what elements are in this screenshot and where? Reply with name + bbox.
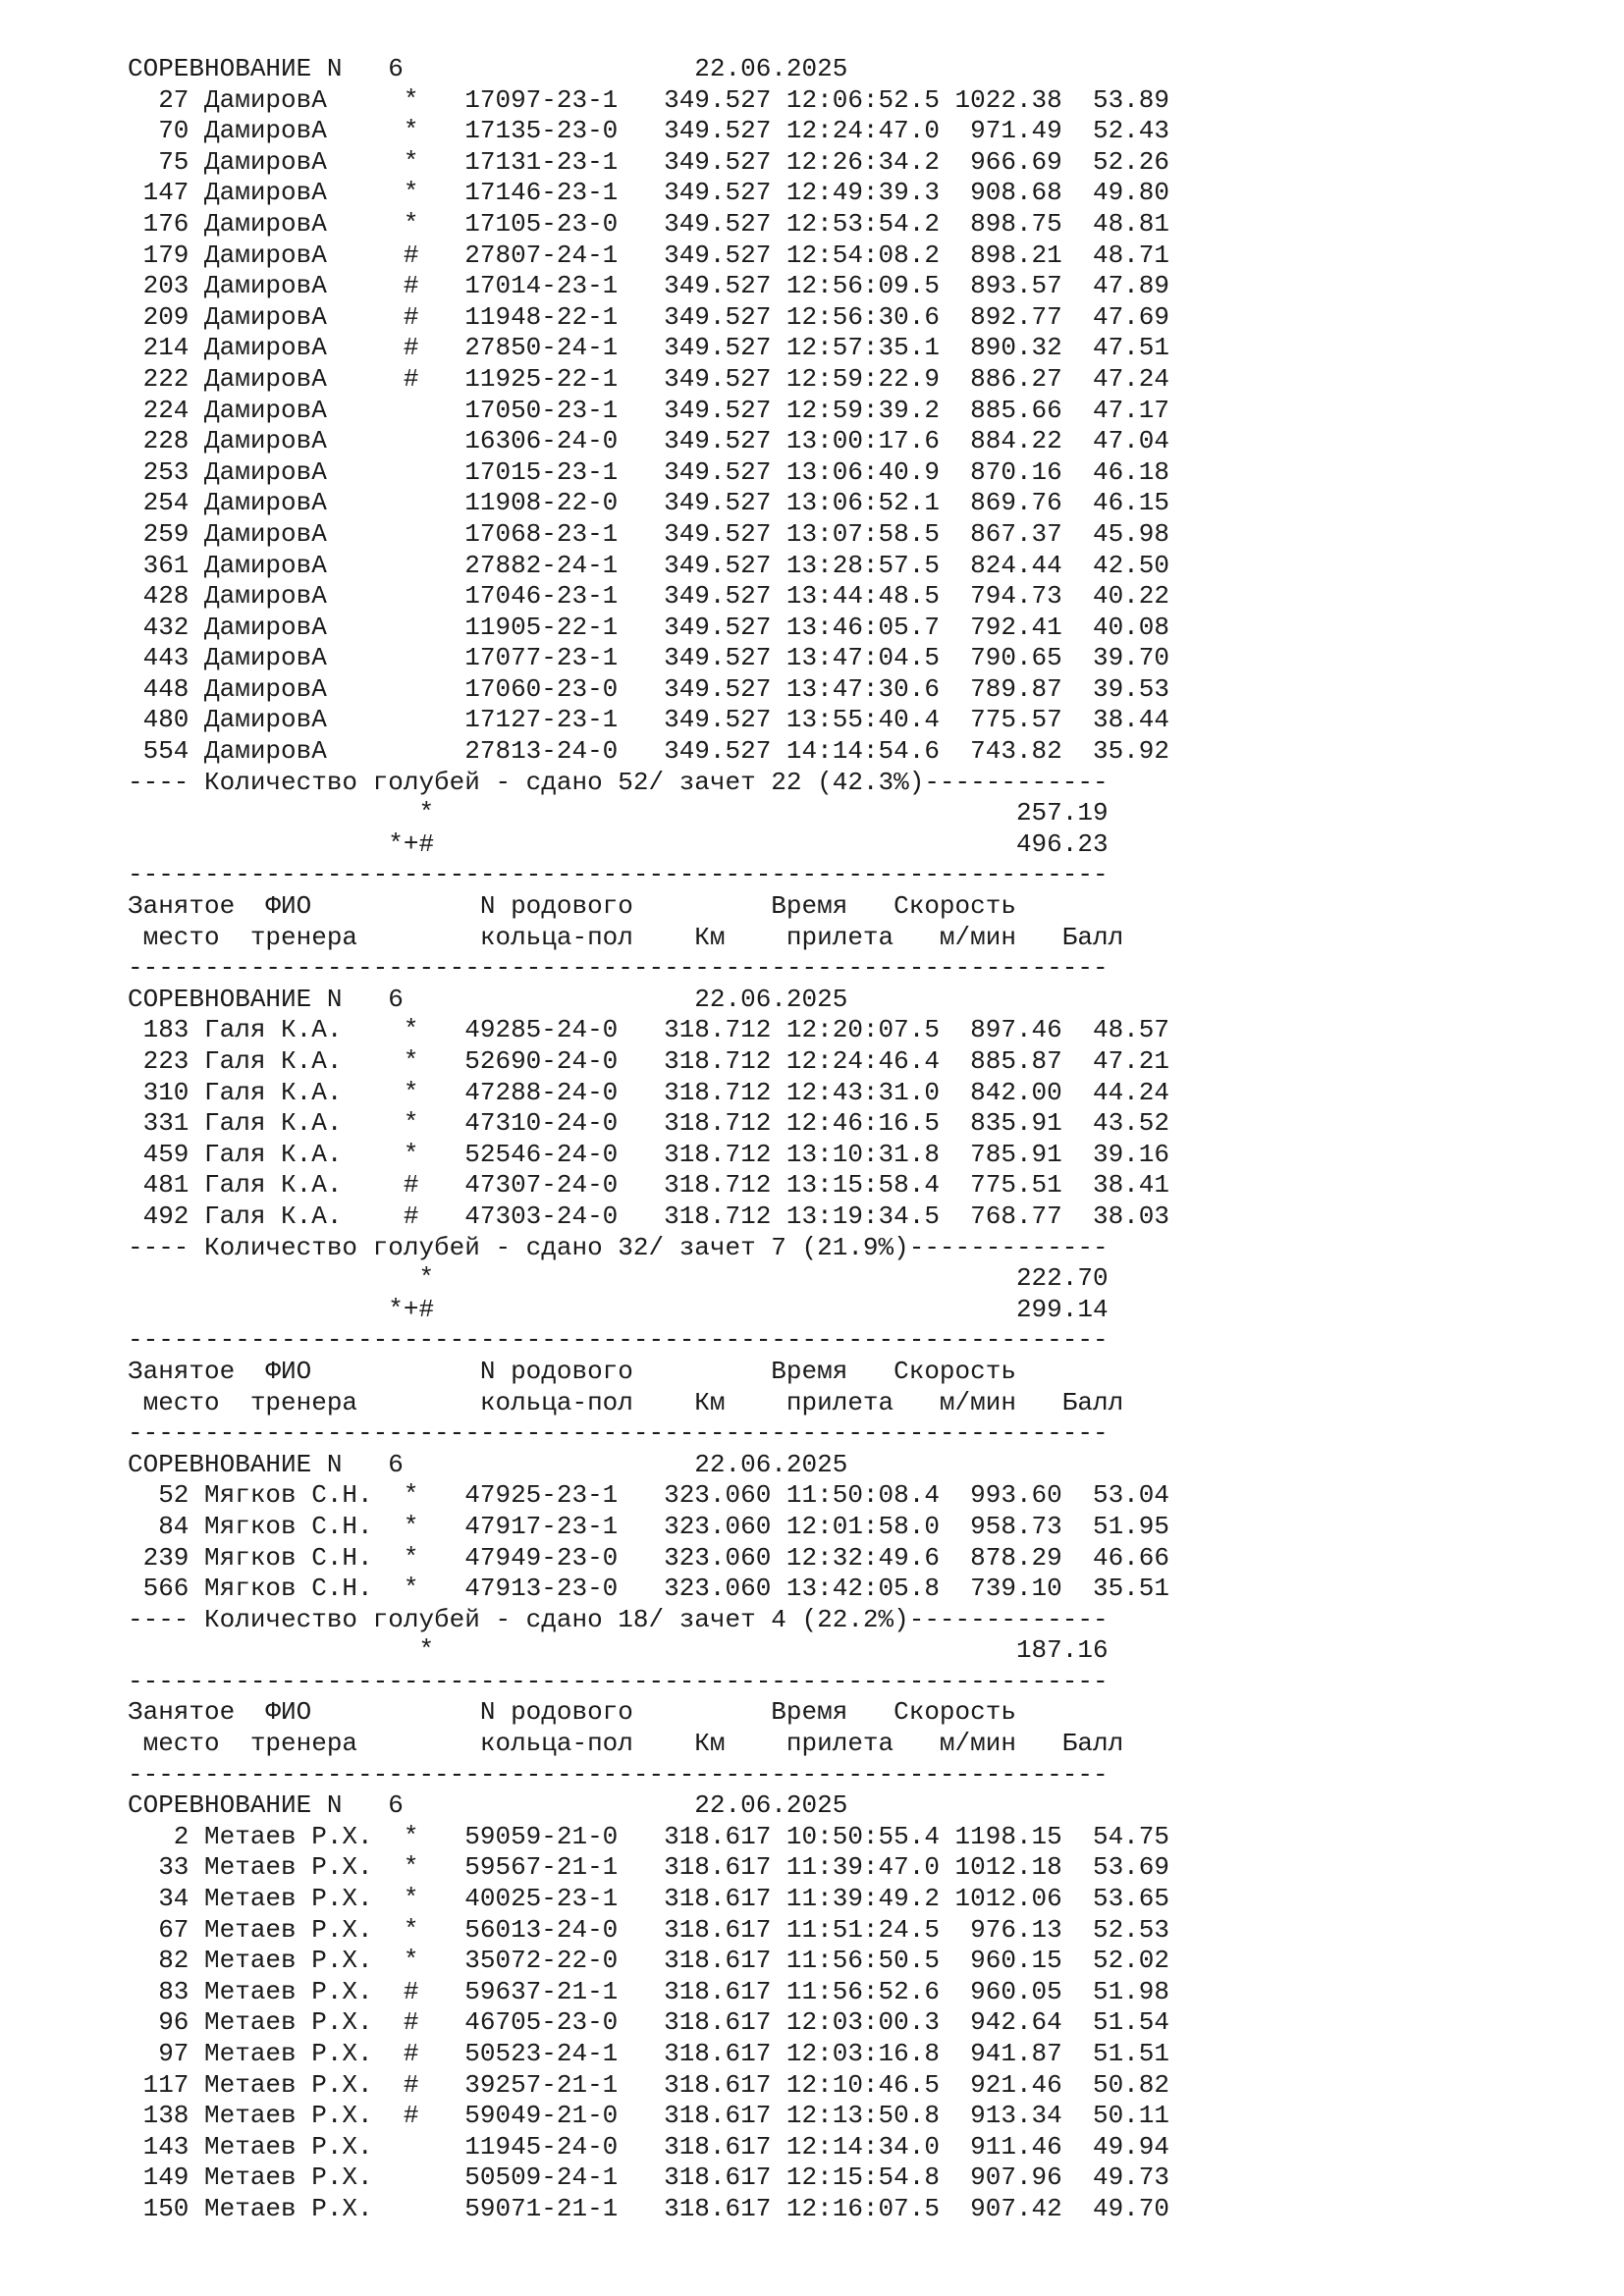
result-row: 138 Метаев Р.Х. # 59049-21-0 318.617 12:13:50.8 913.34 50.11 <box>128 2101 1169 2131</box>
pigeon-count-line: ---- Количество голубей - сдано 32/ зачет 7 (21.9%)------------- <box>128 1232 1109 1262</box>
result-row: 310 Галя К.А. * 47288-24-0 318.712 12:43:31.0 842.00 44.24 <box>128 1077 1169 1107</box>
result-row: 209 ДамировА # 11948-22-1 349.527 12:56:30.6 892.77 47.69 <box>128 301 1169 332</box>
result-row: 554 ДамировА 27813-24-0 349.527 14:14:54.6 743.82 35.92 <box>128 736 1169 767</box>
column-header-line-1: Занятое ФИО N родового Время Скорость <box>128 891 1016 922</box>
result-row: 259 ДамировА 17068-23-1 349.527 13:07:58.5 867.37 45.98 <box>128 518 1169 549</box>
ruler-line: ---------------------------------------------------------------- <box>128 1418 1109 1449</box>
result-row: 34 Метаев Р.Х. * 40025-23-1 318.617 11:39:49.2 1012.06 53.65 <box>128 1884 1169 1914</box>
total-line: *+# 496.23 <box>128 828 1109 859</box>
result-row: 52 Мягков С.Н. * 47925-23-1 323.060 11:50:08.4 993.60 53.04 <box>128 1480 1169 1511</box>
result-row: 96 Метаев Р.Х. # 46705-23-0 318.617 12:03:00.3 942.64 51.54 <box>128 2007 1169 2038</box>
result-row: 223 Галя К.А. * 52690-24-0 318.712 12:24:46.4 885.87 47.21 <box>128 1046 1169 1076</box>
result-row: 70 ДамировА * 17135-23-0 349.527 12:24:47.0 971.49 52.43 <box>128 116 1169 146</box>
result-row: 97 Метаев Р.Х. # 50523-24-1 318.617 12:03:16.8 941.87 51.51 <box>128 2039 1169 2068</box>
result-row: 147 ДамировА * 17146-23-1 349.527 12:49:39.3 908.68 49.80 <box>128 178 1169 208</box>
results-document <box>128 54 1169 2225</box>
total-line: *+# 299.14 <box>128 1294 1109 1324</box>
result-row: 82 Метаев Р.Х. * 35072-22-0 318.617 11:56:50.5 960.15 52.02 <box>128 1946 1169 1976</box>
ruler-line: ---------------------------------------------------------------- <box>128 953 1109 984</box>
ruler-line: ---------------------------------------------------------------- <box>128 860 1109 890</box>
column-header-line-1: Занятое ФИО N родового Время Скорость <box>128 1356 1016 1386</box>
result-row: 361 ДамировА 27882-24-1 349.527 13:28:57.5 824.44 42.50 <box>128 550 1169 580</box>
result-row: 459 Галя К.А. * 52546-24-0 318.712 13:10:31.8 785.91 39.16 <box>128 1139 1169 1169</box>
result-row: 239 Мягков С.Н. * 47949-23-0 323.060 12:32:49.6 878.29 46.66 <box>128 1542 1169 1573</box>
column-header-line-2: место тренера кольца-пол Км прилета м/мин Балл <box>128 1387 1124 1417</box>
column-header-line-2: место тренера кольца-пол Км прилета м/мин Балл <box>128 922 1124 952</box>
result-row: 443 ДамировА 17077-23-1 349.527 13:47:04.5 790.65 39.70 <box>128 643 1169 673</box>
total-line: * 187.16 <box>128 1635 1109 1666</box>
result-row: 75 ДамировА * 17131-23-1 349.527 12:26:34.2 966.69 52.26 <box>128 146 1169 177</box>
result-row: 143 Метаев Р.Х. 11945-24-0 318.617 12:14:34.0 911.46 49.94 <box>128 2131 1169 2162</box>
result-row: 331 Галя К.А. * 47310-24-0 318.712 12:46:16.5 835.91 43.52 <box>128 1108 1169 1139</box>
result-row: 83 Метаев Р.Х. # 59637-21-1 318.617 11:56:52.6 960.05 51.98 <box>128 1976 1169 2006</box>
result-row: 2 Метаев Р.Х. * 59059-21-0 318.617 10:50:55.4 1198.15 54.75 <box>128 1821 1169 1851</box>
competition-heading: СОРЕВНОВАНИЕ N 6 22.06.2025 <box>128 54 848 83</box>
result-row: 117 Метаев Р.Х. # 39257-21-1 318.617 12:10:46.5 921.46 50.82 <box>128 2069 1169 2100</box>
result-row: 254 ДамировА 11908-22-0 349.527 13:06:52.1 869.76 46.15 <box>128 488 1169 518</box>
result-row: 149 Метаев Р.Х. 50509-24-1 318.617 12:15:54.8 907.96 49.73 <box>128 2163 1169 2193</box>
result-row: 203 ДамировА # 17014-23-1 349.527 12:56:09.5 893.57 47.89 <box>128 271 1169 301</box>
result-row: 228 ДамировА 16306-24-0 349.527 13:00:17.6 884.22 47.04 <box>128 426 1169 456</box>
result-row: 492 Галя К.А. # 47303-24-0 318.712 13:19:34.5 768.77 38.03 <box>128 1201 1169 1231</box>
column-header-line-1: Занятое ФИО N родового Время Скорость <box>128 1697 1016 1728</box>
result-row: 448 ДамировА 17060-23-0 349.527 13:47:30.6 789.87 39.53 <box>128 673 1169 704</box>
competition-heading: СОРЕВНОВАНИЕ N 6 22.06.2025 <box>128 1790 848 1821</box>
result-row: 253 ДамировА 17015-23-1 349.527 13:06:40.9 870.16 46.18 <box>128 456 1169 487</box>
result-row: 214 ДамировА # 27850-24-1 349.527 12:57:35.1 890.32 47.51 <box>128 333 1169 363</box>
result-row: 27 ДамировА * 17097-23-1 349.527 12:06:52.5 1022.38 53.89 <box>128 84 1169 115</box>
ruler-line: ---------------------------------------------------------------- <box>128 1666 1109 1696</box>
total-line: * 257.19 <box>128 798 1109 828</box>
result-row: 150 Метаев Р.Х. 59071-21-1 318.617 12:16:07.5 907.42 49.70 <box>128 2193 1169 2223</box>
total-line: * 222.70 <box>128 1263 1109 1294</box>
result-row: 84 Мягков С.Н. * 47917-23-1 323.060 12:01:58.0 958.73 51.95 <box>128 1511 1169 1541</box>
competition-heading: СОРЕВНОВАНИЕ N 6 22.06.2025 <box>128 1449 848 1479</box>
result-row: 481 Галя К.А. # 47307-24-0 318.712 13:15:58.4 775.51 38.41 <box>128 1170 1169 1201</box>
result-row: 183 Галя К.А. * 49285-24-0 318.712 12:20:07.5 897.46 48.57 <box>128 1015 1169 1045</box>
competition-heading: СОРЕВНОВАНИЕ N 6 22.06.2025 <box>128 984 848 1014</box>
result-row: 67 Метаев Р.Х. * 56013-24-0 318.617 11:51:24.5 976.13 52.53 <box>128 1914 1169 1945</box>
column-header-line-2: место тренера кольца-пол Км прилета м/мин Балл <box>128 1729 1124 1759</box>
result-row: 480 ДамировА 17127-23-1 349.527 13:55:40.4 775.57 38.44 <box>128 705 1169 735</box>
result-row: 176 ДамировА * 17105-23-0 349.527 12:53:54.2 898.75 48.81 <box>128 208 1169 239</box>
result-row: 224 ДамировА 17050-23-1 349.527 12:59:39.2 885.66 47.17 <box>128 395 1169 425</box>
ruler-line: ---------------------------------------------------------------- <box>128 1759 1109 1789</box>
result-row: 428 ДамировА 17046-23-1 349.527 13:44:48.5 794.73 40.22 <box>128 581 1169 612</box>
result-row: 432 ДамировА 11905-22-1 349.527 13:46:05.7 792.41 40.08 <box>128 612 1169 642</box>
result-row: 179 ДамировА # 27807-24-1 349.527 12:54:08.2 898.21 48.71 <box>128 240 1169 270</box>
ruler-line: ---------------------------------------------------------------- <box>128 1325 1109 1356</box>
result-row: 566 Мягков С.Н. * 47913-23-0 323.060 13:42:05.8 739.10 35.51 <box>128 1574 1169 1604</box>
pigeon-count-line: ---- Количество голубей - сдано 18/ зачет 4 (22.2%)------------- <box>128 1604 1109 1634</box>
result-row: 222 ДамировА # 11925-22-1 349.527 12:59:22.9 886.27 47.24 <box>128 363 1169 394</box>
result-row: 33 Метаев Р.Х. * 59567-21-1 318.617 11:39:47.0 1012.18 53.69 <box>128 1852 1169 1883</box>
pigeon-count-line: ---- Количество голубей - сдано 52/ зачет 22 (42.3%)------------ <box>128 767 1109 797</box>
